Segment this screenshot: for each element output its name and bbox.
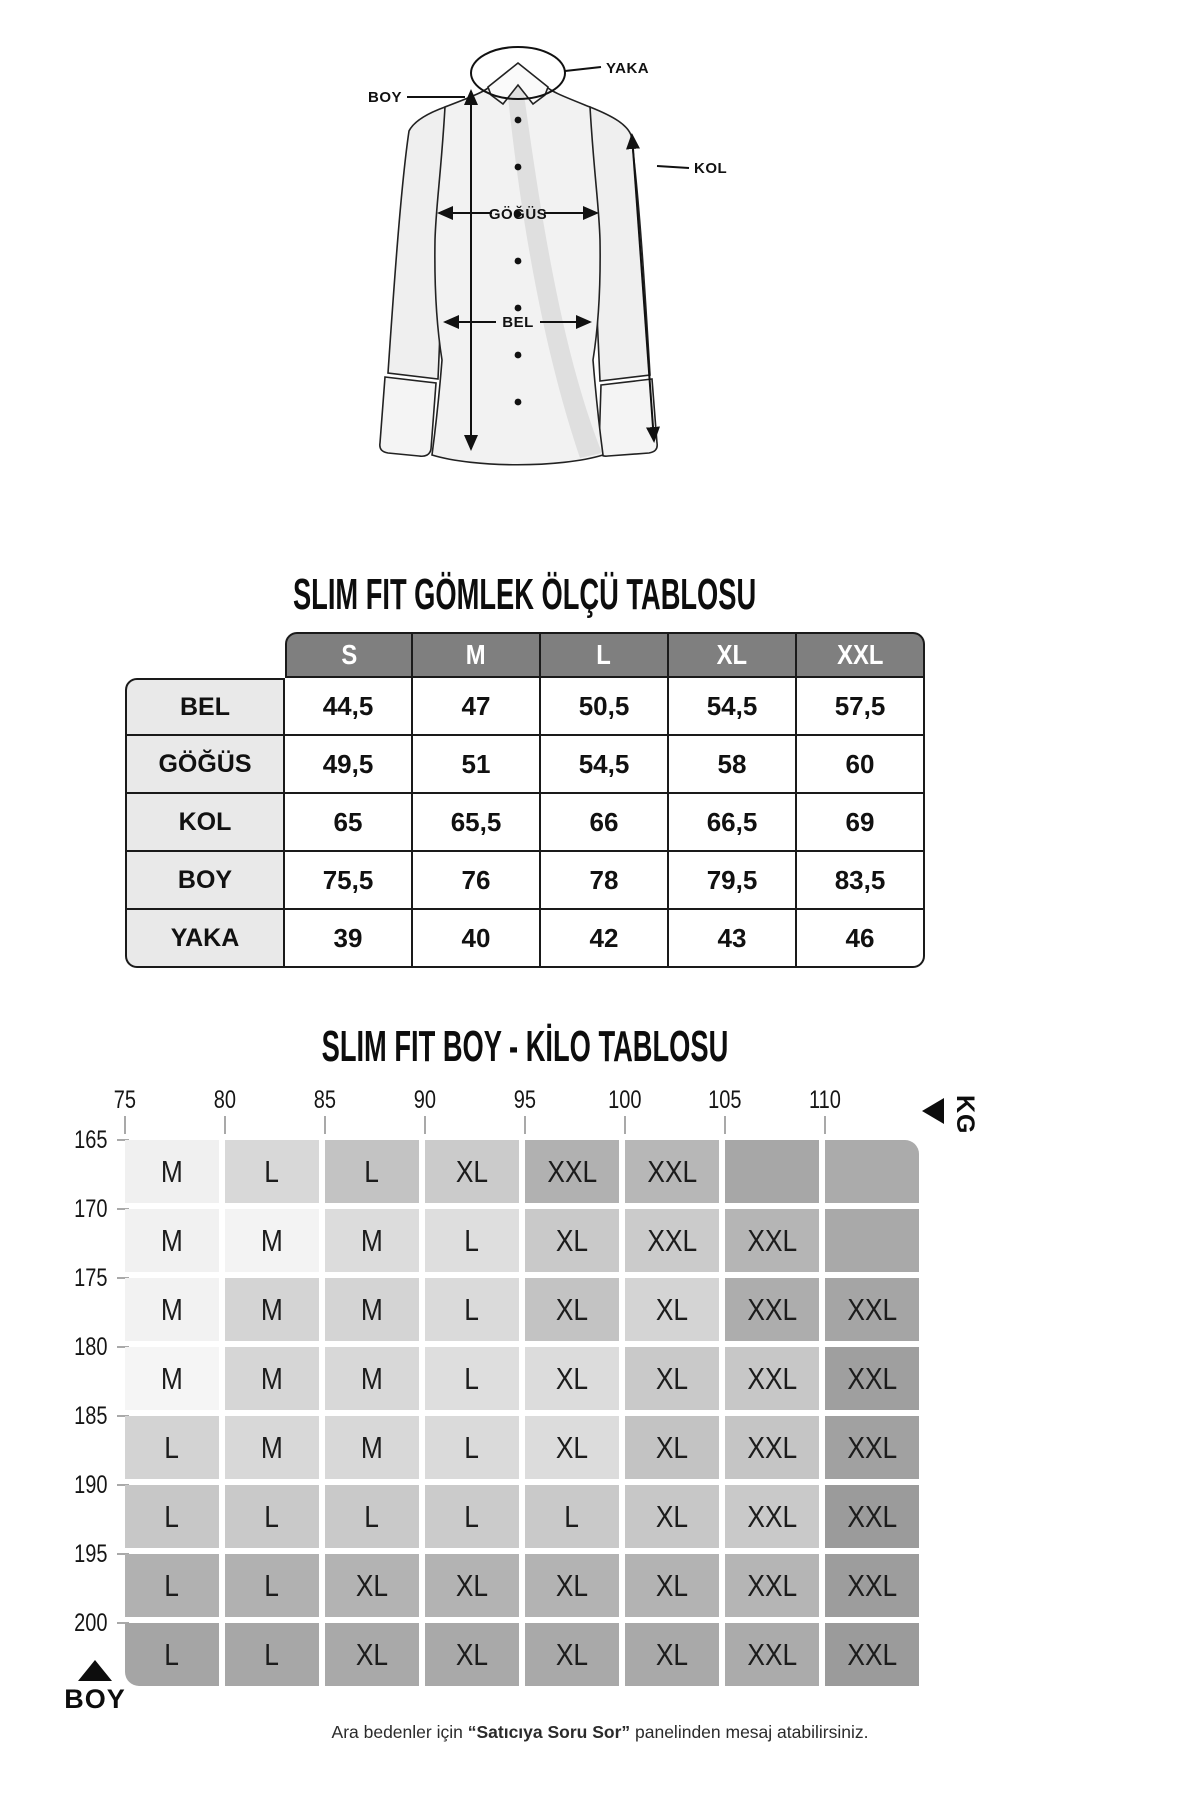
size-row-label: BEL xyxy=(125,678,285,736)
size-cell: L xyxy=(125,1554,219,1617)
shirt-diagram xyxy=(295,25,750,540)
size-cell: XXL xyxy=(825,1623,919,1686)
kg-tick-label: 75 xyxy=(113,1086,137,1114)
kg-tick-label: 80 xyxy=(213,1086,237,1114)
footer-note xyxy=(0,1722,1200,1743)
size-value-cell: 43 xyxy=(669,910,797,968)
size-table-corner xyxy=(125,632,285,678)
size-cell: M xyxy=(325,1209,419,1272)
height-weight-grid xyxy=(125,1140,919,1686)
height-tick-label: 170 xyxy=(74,1195,108,1223)
size-col-header: L xyxy=(541,632,669,678)
size-cell xyxy=(725,1140,819,1203)
size-row-label: KOL xyxy=(125,794,285,852)
kg-tick xyxy=(624,1116,626,1134)
size-cell: XL xyxy=(325,1554,419,1617)
size-cell: XXL xyxy=(725,1416,819,1479)
size-cell: L xyxy=(425,1209,519,1272)
size-cell: M xyxy=(125,1278,219,1341)
size-value-cell: 76 xyxy=(413,852,541,910)
kg-tick xyxy=(824,1116,826,1134)
size-cell: XL xyxy=(625,1554,719,1617)
height-tick-label: 165 xyxy=(74,1126,108,1154)
size-value-cell: 66,5 xyxy=(669,794,797,852)
sleeve-label: KOL xyxy=(694,160,728,177)
size-cell: XXL xyxy=(725,1623,819,1686)
size-cell: XL xyxy=(625,1416,719,1479)
size-cell: L xyxy=(125,1623,219,1686)
kg-tick-label: 90 xyxy=(413,1086,437,1114)
size-cell: XXL xyxy=(825,1347,919,1410)
size-cell: XL xyxy=(625,1278,719,1341)
kg-tick-label: 110 xyxy=(809,1086,841,1114)
size-cell: XL xyxy=(625,1623,719,1686)
size-value-cell: 78 xyxy=(541,852,669,910)
height-tick-label: 175 xyxy=(74,1264,108,1292)
size-table xyxy=(125,632,925,968)
size-col-header: XXL xyxy=(797,632,925,678)
size-value-cell: 83,5 xyxy=(797,852,925,910)
size-value-cell: 46 xyxy=(797,910,925,968)
size-value-cell: 44,5 xyxy=(285,678,413,736)
size-cell: XXL xyxy=(525,1140,619,1203)
size-value-cell: 47 xyxy=(413,678,541,736)
size-value-cell: 54,5 xyxy=(669,678,797,736)
kg-tick xyxy=(224,1116,226,1134)
size-value-cell: 51 xyxy=(413,736,541,794)
size-cell: L xyxy=(225,1554,319,1617)
size-value-cell: 65 xyxy=(285,794,413,852)
size-value-cell: 39 xyxy=(285,910,413,968)
size-cell: XXL xyxy=(825,1416,919,1479)
height-tick-label: 180 xyxy=(74,1333,108,1361)
size-cell: XL xyxy=(325,1623,419,1686)
size-cell: M xyxy=(225,1416,319,1479)
size-table-title: SLIM FIT GÖMLEK ÖLÇÜ TABLOSU xyxy=(293,570,757,619)
kg-tick xyxy=(324,1116,326,1134)
size-cell: XXL xyxy=(725,1347,819,1410)
size-row-label: GÖĞÜS xyxy=(125,736,285,794)
boy-axis-label: BOY xyxy=(64,1684,126,1714)
size-cell: L xyxy=(425,1278,519,1341)
size-cell: XL xyxy=(525,1623,619,1686)
size-cell: XXL xyxy=(725,1485,819,1548)
size-col-header: M xyxy=(413,632,541,678)
footer-text-bold: “Satıcıya Soru Sor” xyxy=(467,1722,631,1742)
size-cell: XL xyxy=(625,1347,719,1410)
length-label: BOY xyxy=(367,89,402,106)
size-value-cell: 69 xyxy=(797,794,925,852)
kg-tick-label: 85 xyxy=(313,1086,337,1114)
size-cell: L xyxy=(425,1485,519,1548)
size-cell: XL xyxy=(525,1416,619,1479)
size-col-header: XL xyxy=(669,632,797,678)
size-row-label: BOY xyxy=(125,852,285,910)
size-cell: L xyxy=(225,1140,319,1203)
height-weight-title: SLIM FIT BOY - KİLO TABLOSU xyxy=(321,1022,729,1071)
size-cell: M xyxy=(125,1209,219,1272)
size-cell: L xyxy=(125,1485,219,1548)
shirt-left-cuff xyxy=(380,377,436,456)
size-cell: XXL xyxy=(725,1278,819,1341)
size-value-cell: 58 xyxy=(669,736,797,794)
size-cell: L xyxy=(525,1485,619,1548)
size-cell: XXL xyxy=(825,1485,919,1548)
size-cell: XXL xyxy=(725,1554,819,1617)
size-row-label: YAKA xyxy=(125,910,285,968)
size-cell: M xyxy=(125,1347,219,1410)
size-cell: L xyxy=(425,1347,519,1410)
kg-tick-label: 95 xyxy=(513,1086,537,1114)
size-value-cell: 75,5 xyxy=(285,852,413,910)
kg-tick xyxy=(724,1116,726,1134)
kg-arrow-left-icon xyxy=(922,1098,944,1124)
kg-tick-label: 100 xyxy=(608,1086,642,1114)
size-cell: XXL xyxy=(725,1209,819,1272)
sleeve-callout-line xyxy=(657,166,689,168)
size-cell: L xyxy=(425,1416,519,1479)
shirt-right-cuff xyxy=(599,379,657,456)
footer-text-pre: Ara bedenler için xyxy=(331,1722,468,1742)
boy-arrow-up-icon xyxy=(78,1660,112,1681)
size-cell: XL xyxy=(425,1140,519,1203)
kg-tick-label: 105 xyxy=(708,1086,742,1114)
size-cell: L xyxy=(125,1416,219,1479)
size-cell: L xyxy=(225,1485,319,1548)
collar-label: YAKA xyxy=(606,60,650,77)
size-cell: XXL xyxy=(825,1554,919,1617)
size-cell: XL xyxy=(425,1623,519,1686)
kg-tick xyxy=(524,1116,526,1134)
kg-axis-label: KG xyxy=(951,1095,979,1135)
size-value-cell: 60 xyxy=(797,736,925,794)
size-cell: XXL xyxy=(625,1140,719,1203)
size-cell: XL xyxy=(525,1554,619,1617)
collar-callout-line xyxy=(565,67,601,71)
footer-text-post: panelinden mesaj atabilirsiniz. xyxy=(630,1722,869,1742)
size-value-cell: 40 xyxy=(413,910,541,968)
size-col-header: S xyxy=(285,632,413,678)
size-cell: M xyxy=(325,1416,419,1479)
size-value-cell: 79,5 xyxy=(669,852,797,910)
size-cell: XXL xyxy=(625,1209,719,1272)
size-cell: L xyxy=(225,1623,319,1686)
size-value-cell: 66 xyxy=(541,794,669,852)
size-cell: XL xyxy=(625,1485,719,1548)
size-cell: L xyxy=(325,1485,419,1548)
size-cell xyxy=(825,1209,919,1272)
chest-label: GÖĞÜS xyxy=(488,206,548,223)
kg-tick xyxy=(124,1116,126,1134)
size-value-cell: 42 xyxy=(541,910,669,968)
waist-label: BEL xyxy=(502,314,534,331)
size-cell: XL xyxy=(425,1554,519,1617)
size-cell: M xyxy=(225,1209,319,1272)
size-cell: XL xyxy=(525,1278,619,1341)
size-cell: M xyxy=(225,1278,319,1341)
kg-tick xyxy=(424,1116,426,1134)
size-cell: M xyxy=(325,1278,419,1341)
size-value-cell: 50,5 xyxy=(541,678,669,736)
size-value-cell: 57,5 xyxy=(797,678,925,736)
size-cell: XL xyxy=(525,1209,619,1272)
height-tick-label: 185 xyxy=(74,1402,108,1430)
size-cell: L xyxy=(325,1140,419,1203)
size-value-cell: 65,5 xyxy=(413,794,541,852)
size-value-cell: 49,5 xyxy=(285,736,413,794)
size-cell: M xyxy=(225,1347,319,1410)
size-cell: M xyxy=(125,1140,219,1203)
size-value-cell: 54,5 xyxy=(541,736,669,794)
height-tick-label: 190 xyxy=(74,1471,108,1499)
height-tick-label: 200 xyxy=(74,1609,108,1637)
height-tick-label: 195 xyxy=(74,1540,108,1568)
size-cell xyxy=(825,1140,919,1203)
size-cell: XL xyxy=(525,1347,619,1410)
size-cell: M xyxy=(325,1347,419,1410)
size-cell: XXL xyxy=(825,1278,919,1341)
